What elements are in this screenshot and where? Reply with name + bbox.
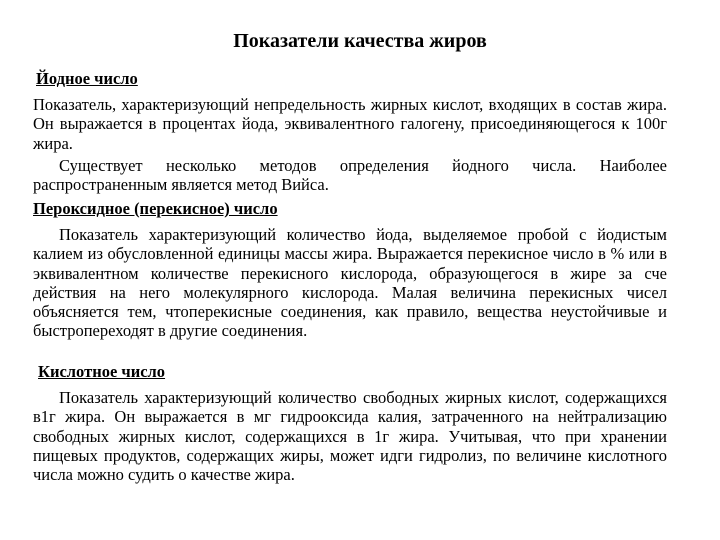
section-heading-iodine-number: Йодное число <box>36 69 138 88</box>
paragraph-iodine-definition: Показатель, характеризующий непредельность жирных кислот, входящих в состав жира. Он выражается в процентах йода, эквивалентного галогену, присоединяющегося к 100г жира. <box>33 95 667 153</box>
paragraph-peroxide-definition: Показатель характеризующий количество йода, выделяемое пробой с йодистым калием из обусловленной единицы массы жира. Выражается перекисное число в % или в эквивалентном количестве перекисного кислорода, образующегося в жире за сче действия на него молекулярного кислорода. Малая величина перекисных чисел объясняется тем, чтоперекисные соединения, как правило, вещества неустойчивые и быстропереходят в другие соединения. <box>33 225 667 341</box>
paragraph-iodine-methods: Существует несколько методов определения йодного числа. Наиболее распространенным является метод Вийса. <box>33 156 667 195</box>
paragraph-acid-definition: Показатель характеризующий количество свободных жирных кислот, содержащихся в1г жира. Он выражается в мг гидрооксида калия, затраченного на нейтрализацию свободных жирных кислот, содержащихся в 1г жира. Учитывая, что при хранении пищевых продуктов, содержащих жиры, может идги гидролиз, по величине кислотного числа можно судить о качестве жира. <box>33 388 667 485</box>
page-title: Показатели качества жиров <box>233 30 487 52</box>
section-heading-peroxide-number: Пероксидное (перекисное) число <box>33 199 278 218</box>
section-heading-acid-number: Кислотное число <box>38 362 166 381</box>
